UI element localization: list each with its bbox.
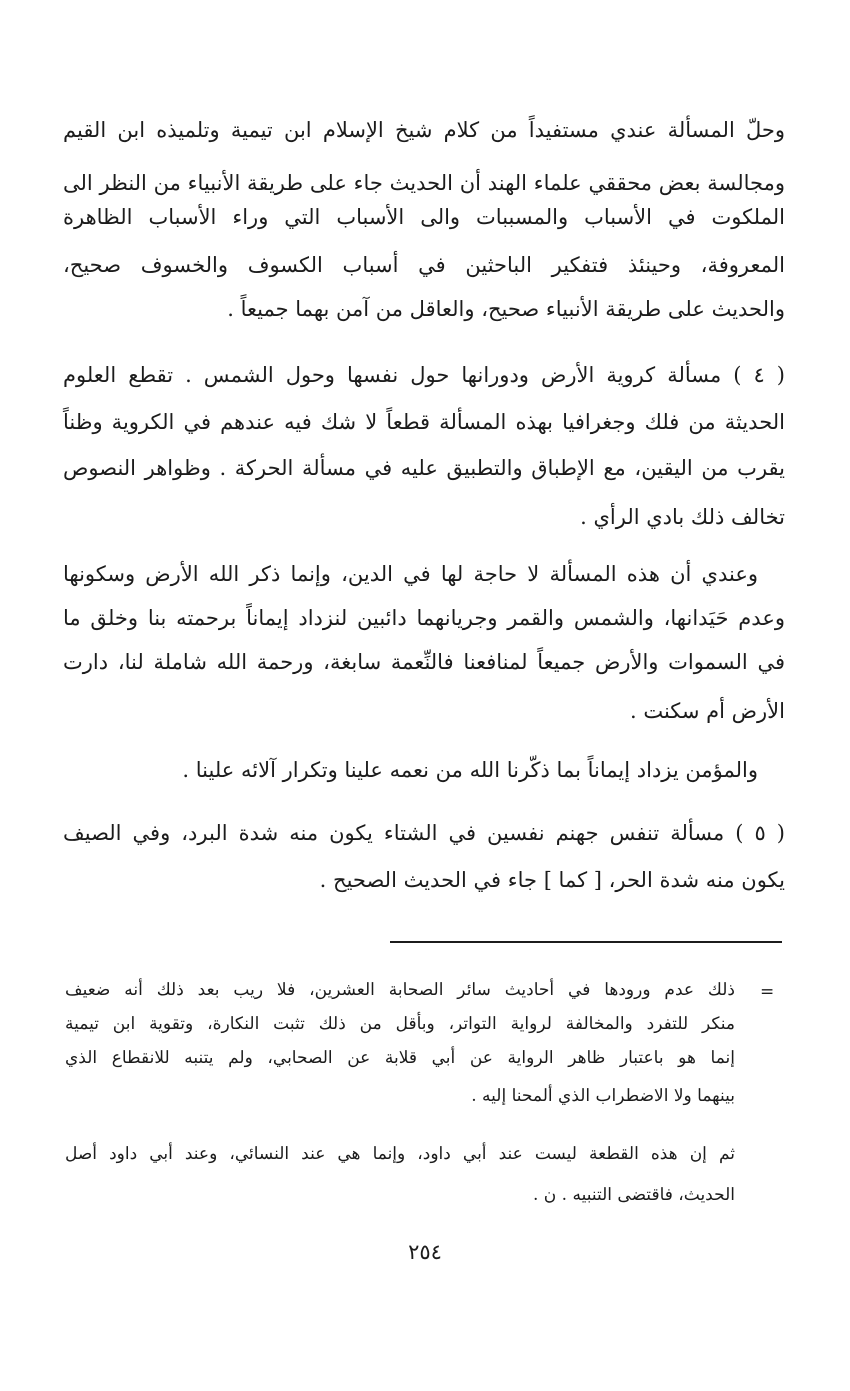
text-line: الحديثة من فلك وجغرافيا بهذه المسألة قطعاً لا شك فيه عندهم في الكروية وظناً [63, 410, 785, 434]
footnote-line: ثم إن هذه القطعة ليست عند أبي داود، وإنما هي عند النسائي، وعند أبي داود أصل [65, 1144, 735, 1164]
footnote-separator [390, 941, 782, 943]
text-line: المعروفة، وحينئذ فتفكير الباحثين في أسباب الكسوف والخسوف صحيح، [63, 253, 785, 277]
text-line: يقرب من اليقين، مع الإطباق والتطبيق عليه في مسألة الحركة . وظواهر النصوص [63, 456, 785, 480]
text-line: والمؤمن يزداد إيماناً بما ذكّرنا الله من نعمه علينا وتكرار آلائه علينا . [182, 758, 758, 782]
text-line: ( ٤ ) مسألة كروية الأرض ودورانها حول نفسها وحول الشمس . تقطع العلوم [63, 363, 785, 387]
text-line: الملكوت في الأسباب والمسببات والى الأسباب التي وراء الأسباب الظاهرة [63, 205, 785, 229]
footnote-line: ذلك عدم ورودها في أحاديث سائر الصحابة العشرين، فلا ريب بعد ذلك أنه ضعيف [65, 980, 735, 1000]
footnote-line: منكر للتفرد والمخالفة لرواية التواتر، وبأقل من ذلك تثبت النكارة، وتقوية ابن تيمية [65, 1014, 735, 1034]
text-line: وعدم حَيَدانها، والشمس والقمر وجريانهما دائبين لنزداد إيماناً برحمته بنا وخلق ما [63, 606, 785, 630]
footnote-line: إنما هو باعتبار ظاهر الرواية عن أبي قلابة عن الصحابي، ولم يتنبه للانقطاع الذي [65, 1048, 735, 1068]
text-line: ( ٥ ) مسألة تنفس جهنم نفسين في الشتاء يكون منه شدة البرد، وفي الصيف [63, 821, 786, 845]
footnote-line: الحديث، فاقتضى التنبيه . ن . [532, 1185, 735, 1205]
footnote-continuation-marker: = [760, 982, 775, 1002]
text-line: يكون منه شدة الحر، [ كما ] جاء في الحديث الصحيح . [319, 868, 785, 892]
page-number: ٢٥٤ [408, 1240, 442, 1264]
text-line: والحديث على طريقة الأنبياء صحيح، والعاقل من آمن بهما جميعاً . [227, 297, 785, 321]
text-line: وحلّ المسألة عندي مستفيداً من كلام شيخ الإسلام ابن تيمية وتلميذه ابن القيم [63, 118, 785, 142]
text-line: ومجالسة بعض محققي علماء الهند أن الحديث جاء على طريقة الأنبياء من النظر الى [63, 171, 785, 195]
footnote-line: بينهما ولا الاضطراب الذي ألمحنا إليه . [471, 1086, 735, 1106]
text-line: في السموات والأرض جميعاً لمنافعنا فالنِّعمة سابغة، ورحمة الله شاملة لنا، دارت [63, 650, 785, 674]
text-line: الأرض أم سكنت . [629, 699, 785, 723]
text-line: وعندي أن هذه المسألة لا حاجة لها في الدين، وإنما ذكر الله الأرض وسكونها [63, 562, 758, 586]
text-line: تخالف ذلك بادي الرأي . [580, 505, 785, 529]
